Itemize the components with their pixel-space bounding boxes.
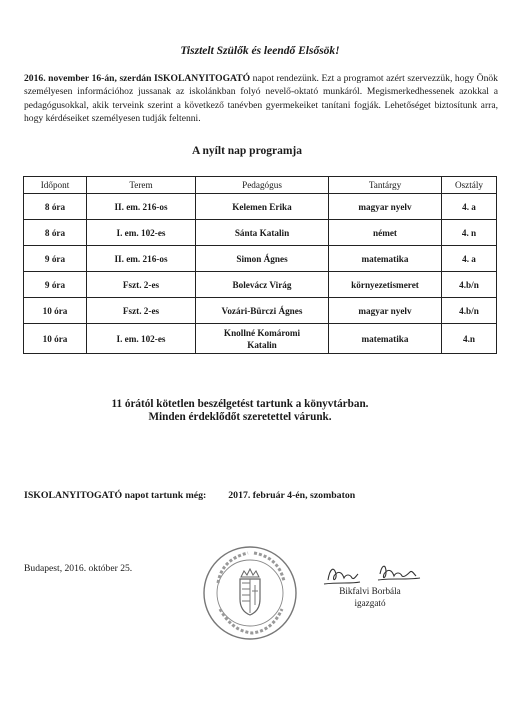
crown [241, 569, 259, 577]
signature-stroke-3 [380, 566, 416, 577]
place-date: Budapest, 2016. október 25. [24, 563, 133, 574]
table-row [24, 220, 497, 246]
cell-class: 4.b/n [442, 298, 497, 324]
cell-time: 8 óra [24, 220, 87, 246]
table-row [24, 324, 497, 354]
cell-teacher: Vozári-Bürczi Ágnes [196, 298, 329, 324]
cell-teacher: Sánta Katalin [196, 220, 329, 246]
cell-room: Fszt. 2-es [87, 298, 196, 324]
program-title: A nyílt nap programja [191, 145, 302, 157]
cell-teacher: Simon Ágnes [196, 246, 329, 272]
cell-class: 4. a [442, 246, 497, 272]
cell-room: II. em. 216-os [87, 194, 196, 220]
cell-teacher: Knollné Komáromi Katalin [196, 324, 329, 354]
cell-time: 10 óra [24, 298, 87, 324]
header-class: Osztály [442, 177, 497, 194]
stamp-lettering-bottom [220, 609, 282, 633]
signer-name: Bikfalvi Borbála [339, 586, 401, 596]
next-open-day-label: ISKOLANYITOGATÓ napot tartunk még: [24, 490, 207, 501]
cell-room: II. em. 216-os [87, 246, 196, 272]
schedule-table [23, 176, 497, 354]
cell-class: 4. n [442, 220, 497, 246]
table-row [24, 272, 497, 298]
intro-text: napot rendezünk. Ezt a programot azért szervezzük, hogy Önök személyesen információhoz jussanak az iskolánkban folyó nevelő-oktató munkáról. Megismerkedhessenek azokkal a pedagógusokkal, akik terveink szerint a következő tanévben gyermekeiket tanítani fogják. Lehetőséget biztosítunk arra, hogy kérdéseiket személyesen tudják feltenni. [24, 73, 498, 125]
consultation-line-2: Minden érdeklődőt szeretettel várunk. [148, 411, 332, 423]
cell-class: 4.n [442, 324, 497, 354]
cell-class: 4. a [442, 194, 497, 220]
table-row [24, 298, 497, 324]
next-open-day-date: 2017. február 4-én, szombaton [228, 490, 356, 501]
table-row [24, 246, 497, 272]
greeting-heading: Tisztelt Szülők és leendő Elsősök! [180, 45, 340, 57]
cell-time: 10 óra [24, 324, 87, 354]
table-row [24, 194, 497, 220]
cell-class: 4.b/n [442, 272, 497, 298]
cell-time: 9 óra [24, 272, 87, 298]
cell-subject: környezetismeret [329, 272, 442, 298]
next-open-day [24, 490, 355, 501]
signature-stroke-2 [324, 582, 360, 584]
cell-room: I. em. 102-es [87, 220, 196, 246]
header-teacher: Pedagógus [196, 177, 329, 194]
cell-teacher: Kelemen Erika [196, 194, 329, 220]
shield-cross [252, 585, 258, 605]
header-room: Terem [87, 177, 196, 194]
cell-room: Fszt. 2-es [87, 272, 196, 298]
consultation-note [0, 398, 480, 424]
signature-stroke-1 [328, 569, 358, 580]
table-header-row [24, 177, 497, 194]
header-time: Időpont [24, 177, 87, 194]
cell-teacher: Bolevácz Virág [196, 272, 329, 298]
cell-time: 8 óra [24, 194, 87, 220]
intro-bold-lead: 2016. november 16-án, szerdán ISKOLANYITOGATÓ [24, 73, 251, 84]
cell-subject: magyar nyelv [329, 298, 442, 324]
cell-subject: matematika [329, 246, 442, 272]
cell-time: 9 óra [24, 246, 87, 272]
signer-block [330, 586, 410, 609]
consultation-line-1: 11 órától kötetlen beszélgetést tartunk a könyvtárban. [111, 398, 369, 410]
signer-title: igazgató [354, 597, 386, 608]
header-subject: Tantárgy [329, 177, 442, 194]
cell-subject: német [329, 220, 442, 246]
cell-subject: matematika [329, 324, 442, 354]
intro-paragraph [24, 72, 498, 126]
shield-stripes [242, 579, 250, 613]
school-stamp [200, 543, 300, 643]
cell-subject: magyar nyelv [329, 194, 442, 220]
signature-stroke-4 [378, 578, 420, 580]
cell-room: I. em. 102-es [87, 324, 196, 354]
